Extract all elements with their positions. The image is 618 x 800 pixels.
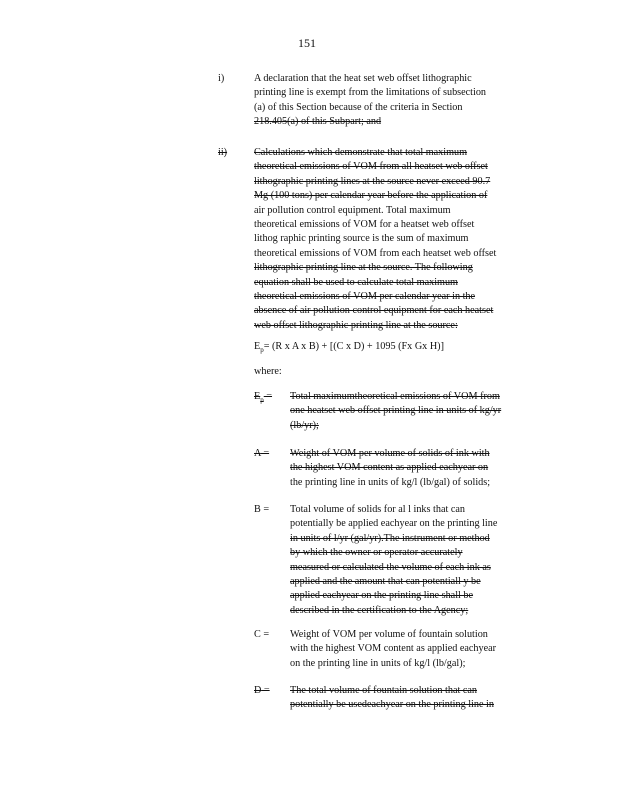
definition-text [290,503,497,618]
definition-term [254,390,272,407]
term-symbol: D [254,685,262,696]
line-text: lithog raphic printing source is the sum of maximum [254,233,469,245]
line-text: theoretical emissions of VOM per calendar year in the [254,291,476,303]
item-ii-line [254,261,496,275]
item-ii-line [254,232,496,246]
item-ii-line [254,247,496,261]
line-text: by which the owner or operator accurately [290,547,463,559]
item-i-text [254,72,486,130]
line-text: lithographic printing line at the source. The following [254,262,473,274]
line-text: Weight of VOM per volume of solids of ink with [290,448,490,459]
term-symbol: A [254,448,261,459]
term-symbol: C [254,629,261,640]
line-text: Weight of VOM per volume of fountain solution [290,629,488,640]
definition-line [290,390,501,404]
definition-line [290,628,496,642]
line-text: theoretical emissions of VOM for a heatset web offset [254,219,475,231]
item-ii-text [254,146,496,333]
line-text: The total volume of fountain solution that can [290,685,478,696]
term-symbol: B [254,504,261,515]
item-ii-line [254,146,496,160]
item-ii-line [254,189,496,203]
line-text: the printing line in units of kg/l (lb/gal) of solids; [290,476,491,488]
definition-text [290,447,490,490]
definition-text [290,684,494,713]
line-text: Total volume of solids for al l inks that can [290,504,465,515]
equation [254,341,444,354]
definition-line [290,503,497,517]
line-text: air pollution control equipment. Total maximum [254,204,451,216]
definition-term [254,684,270,698]
line-text: web offset lithographic printing line at the source: [254,319,458,331]
line-text: A declaration that the heat set web offset lithographic [254,73,472,84]
definition-line [290,476,490,490]
equation-lhs: E [254,341,261,352]
item-i-line [254,101,486,115]
line-text: in units of l/yr (gal/yr).The instrument or method [290,532,490,544]
line-text: theoretical emissions of VOM from each heatset web offset [254,247,497,259]
line-text: potentially be applied eachyear on the printing line [290,518,498,530]
page-number: 151 [298,36,316,50]
definition-line [290,657,496,671]
definition-line [290,698,494,712]
equation-lhs-subscript: p [260,346,264,355]
line-text: equation shall be used to calculate total maximum [254,276,458,288]
line-text: absence of air pollution control equipment for each heatset [254,305,494,317]
definition-line [290,684,494,698]
item-i-line [254,86,486,100]
definition-line [290,532,497,546]
definition-line [290,461,490,475]
definition-line [290,589,497,603]
line-text: on the printing line in units of kg/l (lb/gal); [290,657,466,669]
definition-line [290,447,490,461]
item-ii-line [254,160,496,174]
term-equals: = [263,391,273,402]
definition-line [290,517,497,531]
line-text: described in the certification to the Agency; [290,604,469,616]
item-ii-line [254,276,496,290]
definition-line [290,546,497,560]
line-text: with the highest VOM content as applied eachyear [290,643,497,655]
line-text: measured or calculated the volume of each ink as [290,561,491,573]
item-ii-line [254,204,496,218]
line-text: (lb/yr); [290,419,319,431]
definition-line [290,561,497,575]
item-ii-line [254,218,496,232]
definition-line [290,419,501,433]
term-equals: = [260,504,270,515]
definition-line [290,604,497,618]
line-text: (a) of this Section because of the criteria in Section [254,101,463,113]
where-label: where: [254,366,282,377]
line-text: one heatset web offset printing line in units of kg/yr [290,405,502,417]
line-text: potentially be usedeachyear on the printing line in [290,699,494,711]
definition-line [290,642,496,656]
item-ii-line [254,290,496,304]
item-ii-line [254,175,496,189]
term-symbol: E [254,391,261,402]
definition-text [290,628,496,671]
term-equals: = [261,685,270,696]
definition-line [290,404,501,418]
definition-text [290,390,501,433]
line-text: lithographic printing lines at the source never exceed 90.7 [254,175,491,187]
item-i-line [254,115,486,129]
line-text: theoretical emissions of VOM from all heatset web offset [254,161,488,173]
term-equals: = [260,448,270,459]
item-ii-line [254,304,496,318]
line-text: Mg (100 tons) per calendar year before the application of [254,190,488,202]
term-equals: = [260,629,270,640]
line-text: 218.405(a) of this Subpart; and [254,116,382,128]
item-ii-marker: ii) [218,147,228,158]
term-subscript: p [260,396,264,405]
definition-term [254,503,269,517]
item-ii-line [254,319,496,333]
definition-term [254,447,269,461]
definition-term [254,628,269,642]
line-text: applied and the amount that can potentiall y be [290,576,481,588]
line-text: the highest VOM content as applied eachyear on [290,462,489,474]
definition-line [290,575,497,589]
item-i-line [254,72,486,86]
line-text: applied eachyear on the printing line shall be [290,590,474,602]
line-text: Total maximumtheoretical emissions of VOM from [290,391,500,402]
item-i-marker: i) [218,73,225,84]
line-text: Calculations which demonstrate that total maximum [254,147,468,158]
equation-rhs: = (R x A x B) + [(C x D) + 1095 (Fx Gx H)] [263,341,444,352]
line-text: printing line is exempt from the limitations of subsection [254,87,487,99]
